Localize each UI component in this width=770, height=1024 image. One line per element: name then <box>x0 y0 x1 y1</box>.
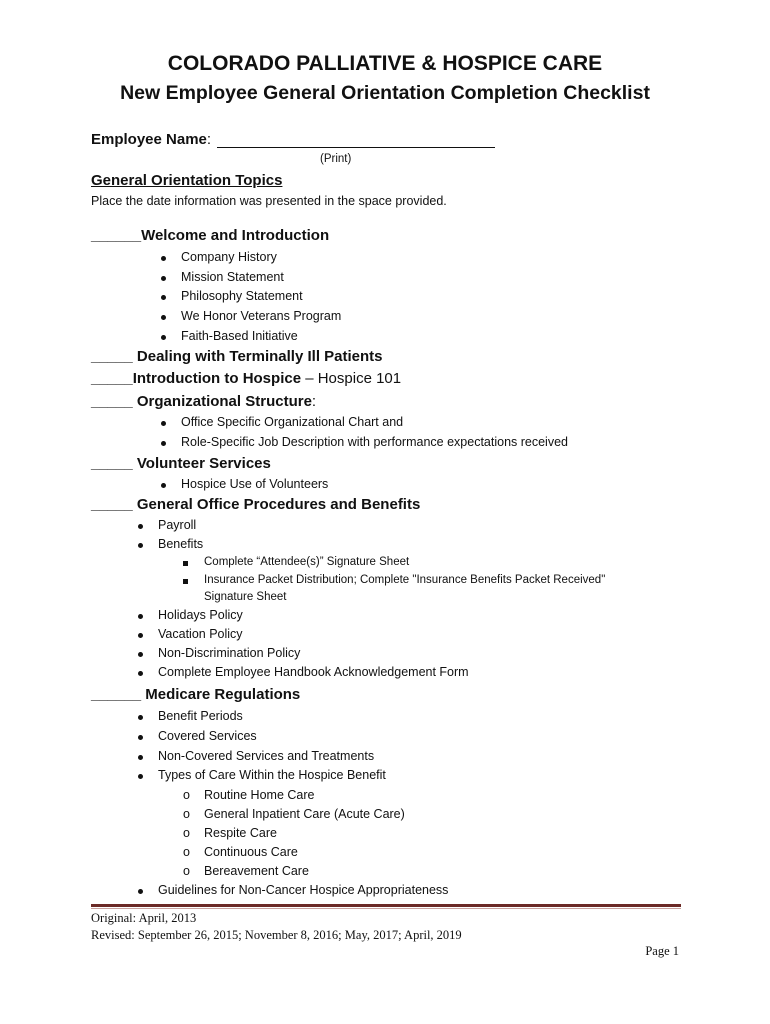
list-item: Types of Care Within the Hospice Benefit <box>138 768 386 782</box>
bullet-icon <box>138 652 143 657</box>
page-number: Page 1 <box>645 944 679 958</box>
section-medicare: ______ Medicare Regulations <box>91 686 301 703</box>
list-item: Complete Employee Handbook Acknowledgement Form <box>138 665 469 679</box>
circle-bullet-icon: o <box>183 788 190 802</box>
sub-list-item: Complete “Attendee(s)” Signature Sheet <box>183 556 409 568</box>
list-item: Guidelines for Non-Cancer Hospice Appropriateness <box>138 883 448 897</box>
bullet-icon <box>161 315 166 320</box>
bullet-icon <box>161 421 166 426</box>
list-item: We Honor Veterans Program <box>161 309 341 323</box>
bullet-icon <box>138 755 143 760</box>
sub-list-item: Insurance Packet Distribution; Complete "Insurance Benefits Packet Received" <box>183 574 605 586</box>
circle-bullet-icon: o <box>183 864 190 878</box>
care-type-item: o Bereavement Care <box>183 864 309 878</box>
care-type-item: o Continuous Care <box>183 845 298 859</box>
list-item: Office Specific Organizational Chart and <box>161 415 403 429</box>
section-office-procedures: _____ General Office Procedures and Benefits <box>91 496 421 513</box>
list-item: Role-Specific Job Description with performance expectations received <box>161 435 568 449</box>
list-item: Faith-Based Initiative <box>161 329 298 343</box>
footer-rule <box>91 904 681 907</box>
circle-bullet-icon: o <box>183 826 190 840</box>
footer-revised-dates: Revised: September 26, 2015; November 8, 2016; May, 2017; April, 2019 <box>91 928 462 942</box>
sub-list-item-continued: Signature Sheet <box>204 591 287 603</box>
bullet-icon <box>138 524 143 529</box>
bullet-icon <box>138 735 143 740</box>
list-item: Holidays Policy <box>138 608 243 622</box>
section-welcome: ______Welcome and Introduction <box>91 227 330 244</box>
bullet-icon <box>161 335 166 340</box>
section-org-structure: _____ Organizational Structure: <box>91 393 317 410</box>
employee-name-field[interactable] <box>217 147 495 148</box>
employee-name-label: Employee Name: <box>91 131 212 148</box>
list-item: Company History <box>161 250 277 264</box>
list-item: Covered Services <box>138 729 257 743</box>
circle-bullet-icon: o <box>183 845 190 859</box>
list-item: Payroll <box>138 518 196 532</box>
section-intro-hospice: _____Introduction to Hospice – Hospice 101 <box>91 370 402 387</box>
bullet-icon <box>138 543 143 548</box>
list-item: Benefits <box>138 537 203 551</box>
footer-original-date: Original: April, 2013 <box>91 911 197 925</box>
bullet-icon <box>138 889 143 894</box>
list-item: Non-Discrimination Policy <box>138 646 300 660</box>
general-orientation-heading: General Orientation Topics <box>91 172 283 189</box>
bullet-icon <box>161 276 166 281</box>
bullet-icon <box>138 774 143 779</box>
circle-bullet-icon: o <box>183 807 190 821</box>
bullet-icon <box>161 483 166 488</box>
care-type-item: o General Inpatient Care (Acute Care) <box>183 807 405 821</box>
list-item: Non-Covered Services and Treatments <box>138 749 374 763</box>
list-item: Hospice Use of Volunteers <box>161 477 328 491</box>
bullet-icon <box>138 614 143 619</box>
bullet-icon <box>161 295 166 300</box>
bullet-icon <box>138 633 143 638</box>
bullet-icon <box>161 441 166 446</box>
list-item: Mission Statement <box>161 270 284 284</box>
list-item: Philosophy Statement <box>161 289 303 303</box>
footer-rule-light <box>91 908 681 909</box>
list-item: Benefit Periods <box>138 709 243 723</box>
bullet-icon <box>161 256 166 261</box>
square-bullet-icon <box>183 579 188 584</box>
organization-title: COLORADO PALLIATIVE & HOSPICE CARE <box>167 52 603 75</box>
care-type-item: o Respite Care <box>183 826 277 840</box>
general-orientation-instruction: Place the date information was presented in the space provided. <box>91 194 447 208</box>
care-type-item: o Routine Home Care <box>183 788 315 802</box>
list-item: Vacation Policy <box>138 627 243 641</box>
section-terminally-ill: _____ Dealing with Terminally Ill Patients <box>91 348 383 365</box>
print-note: (Print) <box>320 153 352 165</box>
section-volunteer: _____ Volunteer Services <box>91 455 271 472</box>
square-bullet-icon <box>183 561 188 566</box>
bullet-icon <box>138 671 143 676</box>
bullet-icon <box>138 715 143 720</box>
document-title: New Employee General Orientation Completion Checklist <box>120 82 650 104</box>
